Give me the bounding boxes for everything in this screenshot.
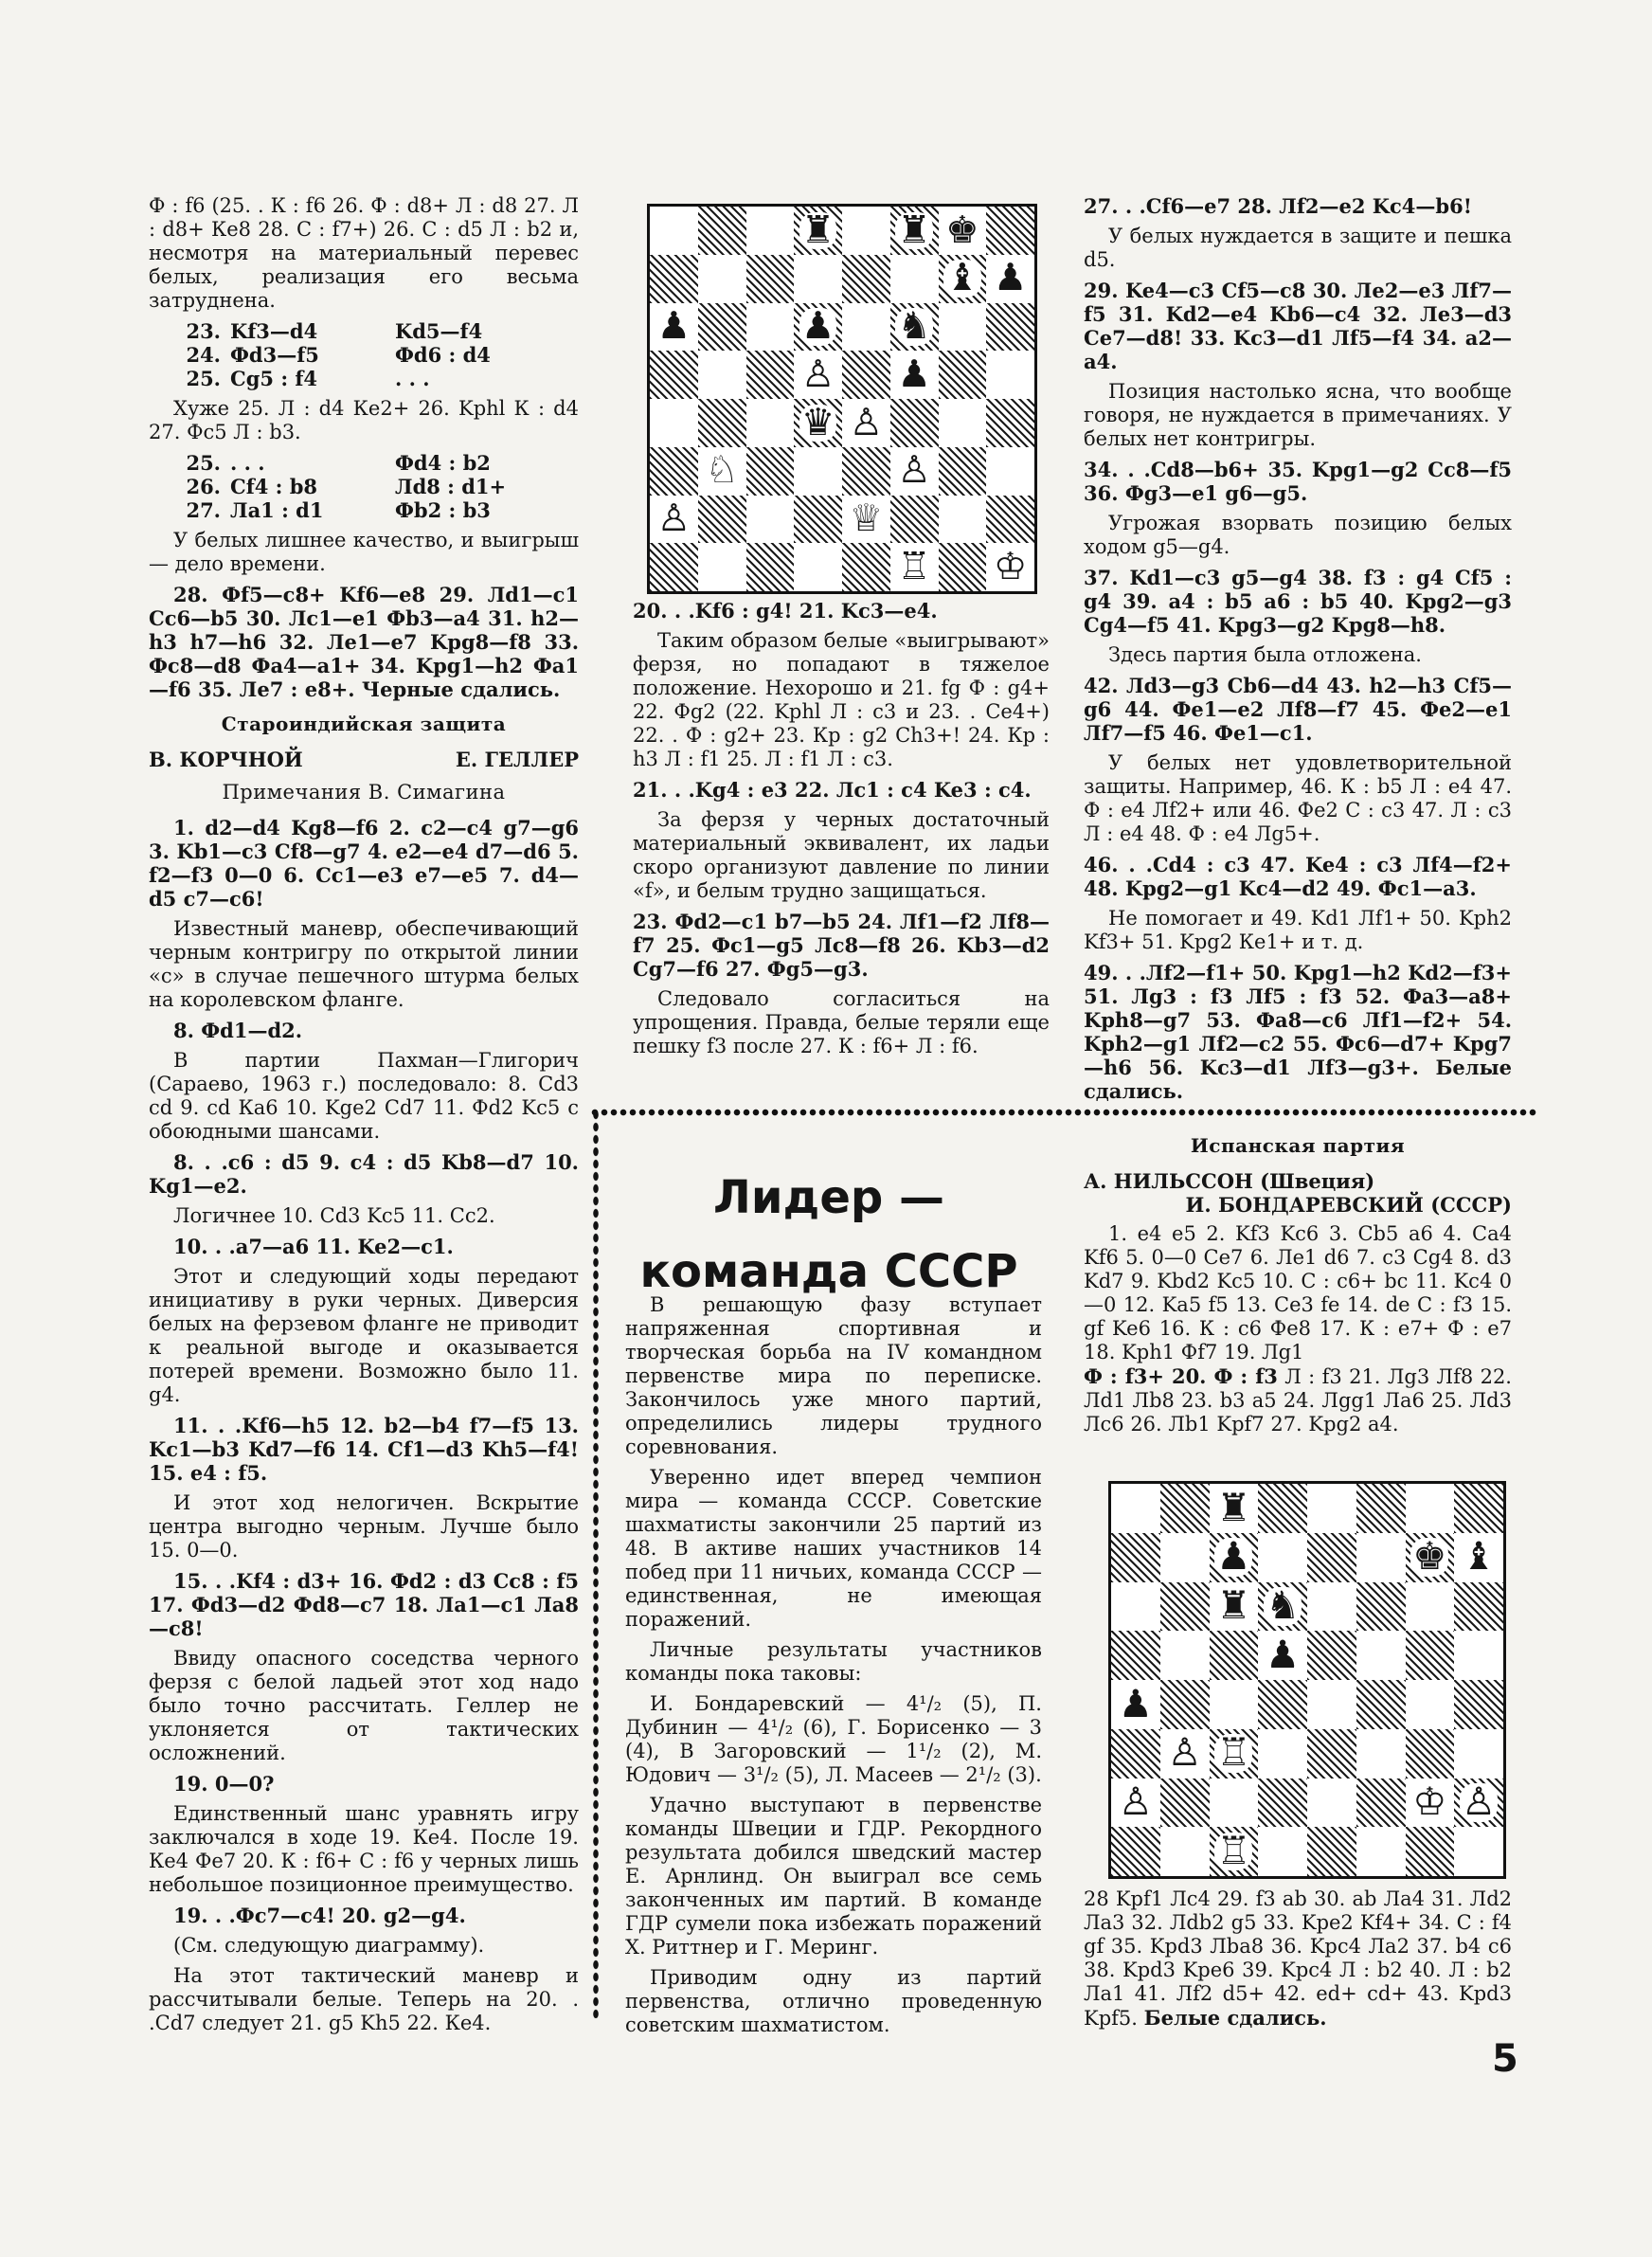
board-square — [794, 496, 842, 544]
moves-27: 27. . .Cf6—e7 28. Лf2—e2 Kc4—b6! — [1084, 194, 1472, 218]
move-row — [149, 498, 512, 522]
board-square — [1258, 1827, 1307, 1876]
chess-piece-icon: ♙ — [800, 352, 835, 396]
moves-1: 1. d2—d4 Kg8—f6 2. c2—c4 g7—g6 3. Kb1—c3 Cf8—g7 4. e2—e4 d7—d6 5. f2—f3 0—0 6. Cc1—e3 e7—e5 7. d4—d5 c7—c6! — [149, 816, 579, 911]
move-w: Фd3—f5 — [230, 343, 319, 367]
board-square — [1356, 1827, 1406, 1876]
board-square — [650, 207, 698, 255]
board-square — [1307, 1680, 1356, 1729]
game2-moves — [1084, 1222, 1512, 1436]
board-square — [1111, 1827, 1160, 1876]
board-square — [939, 399, 987, 447]
page-number: 5 — [1492, 2037, 1518, 2081]
chess-piece-icon: ♞ — [897, 304, 931, 349]
chess-piece-icon: ♙ — [897, 448, 931, 493]
board-square — [1258, 1484, 1307, 1533]
board-square — [1356, 1582, 1406, 1632]
board-square — [939, 207, 987, 255]
text-queen: За ферзя у черных достаточный материальный эквивалент, их ладьи скоро организуют давление по линии «f», и белым трудно защищаться. — [633, 808, 1050, 902]
headline-line2: команда СССР — [639, 1245, 1018, 1298]
article — [625, 1293, 1042, 2044]
board-square — [1356, 1484, 1406, 1533]
chess-piece-icon: ♕ — [849, 497, 884, 541]
board-square — [1406, 1582, 1455, 1632]
moves-37: 37. Kd1—c3 g5—g4 38. f3 : g4 Cf5 : g4 39. a4 : b5 a6 : b5 40. Kpg2—g3 Cg4—f5 41. Kpg3—g2 Kpg8—h8. — [1084, 566, 1512, 637]
moves-8: 8. Фd1—d2. — [173, 1019, 303, 1042]
chess-piece-icon: ♟ — [800, 304, 835, 349]
chess-piece-icon: ♟ — [1216, 1534, 1251, 1580]
moves-8b: 8. . .c6 : d5 9. c4 : d5 Kb8—d7 10. Kg1—e2. — [149, 1150, 579, 1198]
article-p6: Приводим одну из партий первенства, отлично проведенную советским шахматистом. — [625, 1966, 1042, 2036]
board-square — [1210, 1533, 1259, 1582]
board-square — [1454, 1729, 1503, 1779]
board-square — [939, 447, 987, 496]
moves-42: 42. Лd3—g3 Cb6—d4 43. h2—h3 Cf5—g6 44. Фe1—e2 Лf8—f7 45. Фe2—e1 Лf7—f5 46. Фe1—c1. — [1084, 674, 1512, 745]
board-square — [698, 207, 746, 255]
move-n: 26. — [186, 475, 221, 498]
text-illogical: И этот ход нелогичен. Вскрытие центра выгодно черным. Лучше было 15. 0—0. — [149, 1491, 579, 1562]
board-square — [650, 303, 698, 352]
moves-19b: 19. . .Фc7—c4! 20. g2—g4. — [173, 1904, 466, 1927]
board-square — [842, 351, 890, 399]
board-square — [1160, 1779, 1210, 1828]
text-intro: Ф : f6 (25. . К : f6 26. Ф : d8+ Л : d8 27. Л : d8+ Ке8 28. С : f7+) 26. С : d5 Л : b2 и, несмотря на материальный перевес белых, реализация его весьма затруднена. — [149, 194, 579, 312]
chess-piece-icon: ♖ — [1216, 1828, 1251, 1873]
chess-piece-icon: ♜ — [1216, 1583, 1251, 1629]
opening-title: Староиндийская защита — [221, 713, 507, 735]
move-w: Лa1 : d1 — [230, 498, 324, 522]
text-only: Единственный шанс уравнять игру заключался в ходе 19. Ке4. После 19. Ке4 Фе7 20. К : f6+ С : f6 у черных лишь небольшое позиционное преимущество. — [149, 1802, 579, 1896]
board-square — [1454, 1827, 1503, 1876]
board-square — [698, 399, 746, 447]
board-square — [746, 399, 795, 447]
board-square — [842, 207, 890, 255]
game2-after — [1084, 1887, 1512, 2037]
dotted-divider — [590, 1106, 1537, 1119]
board-square — [698, 303, 746, 352]
move-n: 25. — [186, 367, 221, 390]
vertical-divider — [589, 1109, 602, 2018]
chess-piece-icon: ♟ — [897, 352, 931, 396]
board-square — [1160, 1680, 1210, 1729]
board-square — [1454, 1779, 1503, 1828]
board-square — [1111, 1582, 1160, 1632]
moves-table-1 — [149, 319, 496, 390]
board-square — [794, 447, 842, 496]
board-square — [1307, 1582, 1356, 1632]
board-square — [842, 303, 890, 352]
board-square — [1356, 1680, 1406, 1729]
board-square — [1258, 1779, 1307, 1828]
move-row — [149, 451, 512, 475]
board-square — [794, 255, 842, 303]
board-square — [890, 447, 939, 496]
board-square — [1454, 1484, 1503, 1533]
game2-result: Белые сдались. — [1143, 2006, 1327, 2030]
chess-piece-icon: ♖ — [897, 544, 931, 588]
chess-piece-icon: ♚ — [1412, 1534, 1447, 1580]
board-square — [939, 255, 987, 303]
moves-11: 11. . .Kf6—h5 12. b2—b4 f7—f5 13. Kc1—b3 Kd7—f6 14. Cf1—d3 Kh5—f4! 15. e4 : f5. — [149, 1414, 579, 1485]
board-square — [1307, 1533, 1356, 1582]
game2-white: А. НИЛЬССОН (Швеция) — [1084, 1169, 1375, 1193]
board-square — [1210, 1729, 1259, 1779]
board-square — [1307, 1779, 1356, 1828]
chess-piece-icon: ♜ — [1216, 1485, 1251, 1530]
chess-piece-icon: ♘ — [705, 448, 739, 493]
article-p2: Уверенно идет вперед чемпион мира — команда СССР. Советские шахматисты закончили 25 партий из 48. В активе наших участников 14 побед при 11 ничьих, команда СССР — единственная, не имеющая поражений. — [625, 1466, 1042, 1631]
move-w: Kf3—d4 — [230, 319, 318, 343]
chess-piece-icon: ♙ — [849, 400, 884, 444]
moves-15: 15. . .Kf4 : d3+ 16. Фd2 : d3 Cc8 : f5 17. Фd3—d2 Фd8—c7 18. Лa1—c1 Лa8—c8! — [149, 1569, 579, 1640]
board-square — [746, 447, 795, 496]
board-square — [890, 207, 939, 255]
board-square — [1160, 1827, 1210, 1876]
board-square — [746, 543, 795, 591]
board-square — [1160, 1631, 1210, 1680]
game2 — [1084, 1134, 1512, 1436]
annotator: Примечания В. Симагина — [222, 781, 506, 803]
game2-after-moves: 28 Kpf1 Лc4 29. f3 ab 30. ab Лa4 31. Лd2 Лa3 32. Лdb2 g5 33. Kpe2 Kf4+ 34. С : f4 gf 35. Kpd3 Лba8 36. Kpc4 Лa2 37. b4 c6 38. Kpd3 Kpe6 39. Kpc4 Л : b2 40. Л : b2 Лa1 41. Лf2 d5+ 42. ed+ cd+ 43. Kpd3 Kpf5. — [1084, 1887, 1512, 2030]
board-square — [986, 351, 1034, 399]
moves-23: 23. Фd2—c1 b7—b5 24. Лf1—f2 Лf8—f7 25. Фc1—g5 Лc8—f8 26. Kb3—d2 Cg7—f6 27. Фg5—g3. — [633, 910, 1050, 981]
text-thus: Таким образом белые «выигрывают» ферзя, но попадают в тяжелое положение. Нехорошо и 21. fg Ф : g4+ 22. Фg2 (22. Kphl Л : c3 и 23. . Се4+) 22. . Ф : g2+ 23. Кр : g2 Ch3+! 24. Кр : h3 Л : f1 25. Л : f1 Л : c3. — [633, 629, 1050, 770]
board-square — [1258, 1729, 1307, 1779]
chess-piece-icon: ♟ — [993, 256, 1028, 300]
board-square — [1210, 1484, 1259, 1533]
board-square — [1406, 1484, 1455, 1533]
text-nohelp: Не помогает и 49. Kd1 Лf1+ 50. Kph2 Kf3+ 51. Kpg2 Ке1+ и т. д. — [1084, 907, 1512, 953]
column-right — [1084, 194, 1512, 1110]
chess-piece-icon: ♜ — [897, 208, 931, 252]
move-n: 23. — [186, 319, 221, 343]
text-given: Ввиду опасного соседства черного ферзя с белой ладьей этот ход надо было точно рассчитать. Геллер не уклоняется от тактических осложнений. — [149, 1647, 579, 1764]
chess-piece-icon: ♟ — [1118, 1681, 1153, 1726]
chess-piece-icon: ♞ — [1266, 1583, 1301, 1629]
board-square — [1111, 1631, 1160, 1680]
move-w: Cf4 : b8 — [230, 475, 318, 498]
chess-piece-icon: ♜ — [800, 208, 835, 252]
text-extra: У белых лишнее качество, и выигрыш — дело времени. — [149, 529, 579, 575]
board-square — [842, 255, 890, 303]
board-square — [1210, 1779, 1259, 1828]
article-p4: И. Бондаревский — 4¹/₂ (5), П. Дубинин — 4¹/₂ (6), Г. Борисенко — 3 (4), В Загоровский — 1¹/₂ (2), М. Юдович — 3¹/₂ (5), Л. Масеев — 2¹/₂ (3). — [625, 1692, 1042, 1786]
board-square — [698, 496, 746, 544]
board-square — [1258, 1631, 1307, 1680]
chess-piece-icon: ♟ — [1266, 1632, 1301, 1677]
moves-34: 34. . .Cd8—b6+ 35. Kpg1—g2 Cc8—f5 36. Фg3—e1 g6—g5. — [1084, 458, 1512, 505]
board-square — [698, 255, 746, 303]
chess-diagram-1 — [647, 204, 1037, 594]
text-need: У белых нуждается в защите и пешка d5. — [1084, 225, 1512, 271]
move-row — [149, 343, 496, 367]
chess-piece-icon: ♙ — [1118, 1779, 1153, 1825]
board-square — [794, 207, 842, 255]
board-square — [1210, 1827, 1259, 1876]
game2-moves-rest: Л : f3 21. Лg3 Лf8 22. Лd1 Лb8 23. b3 a5 24. Лgg1 Лa6 25. Лd3 Лc6 26. Лb1 Kpf7 27. Kpg2 a4. — [1084, 1365, 1512, 1435]
board-square — [650, 399, 698, 447]
chess-piece-icon: ♝ — [1462, 1534, 1497, 1580]
board-square — [1160, 1533, 1210, 1582]
board-square — [986, 303, 1034, 352]
board-square — [650, 496, 698, 544]
game2-black: И. БОНДАРЕВСКИЙ (СССР) — [1185, 1193, 1512, 1217]
board-square — [1160, 1729, 1210, 1779]
chess-piece-icon: ♔ — [993, 544, 1028, 588]
board-square — [698, 447, 746, 496]
board-square — [890, 303, 939, 352]
board-square — [986, 447, 1034, 496]
chess-piece-icon: ♙ — [656, 497, 691, 541]
board-square — [939, 351, 987, 399]
move-b: Фd4 : b2 — [395, 451, 491, 475]
board-square — [650, 255, 698, 303]
board-square — [746, 303, 795, 352]
moves-20: 20. . .Kf6 : g4! 21. Kc3—e4. — [633, 599, 938, 623]
moves-28: 28. Фf5—c8+ Kf6—e8 29. Лd1—c1 Cc6—b5 30. Лc1—e1 Фb3—a4 31. h2—h3 h7—h6 32. Лe1—e7 Kpg8—f8 33. Фc8—d8 Фa4—a1+ 34. Kpg1—h2 Фa1—f6 35. Лe7 : e8+. Черные сдались. — [149, 583, 579, 701]
board-square — [986, 399, 1034, 447]
board-square — [650, 447, 698, 496]
chess-piece-icon: ♙ — [1167, 1730, 1202, 1776]
article-p5: Удачно выступают в первенстве команды Швеции и ГДР. Рекордного результата добился шведский мастер Е. Арнлинд. Он выиграл все семь законченных им партий. В команде ГДР сумели пока избежать поражений X. Риттнер и Г. Меринг. — [625, 1794, 1042, 1959]
move-b: . . . — [395, 367, 430, 390]
players — [149, 748, 579, 771]
board-square — [1454, 1582, 1503, 1632]
board-square — [1356, 1729, 1406, 1779]
board-square — [1406, 1680, 1455, 1729]
moves-49: 49. . .Лf2—f1+ 50. Kpg1—h2 Kd2—f3+ 51. Лg3 : f3 Лf5 : f3 52. Фa3—a8+ Kph8—g7 53. Фa8—c6 Лf1—f2+ 54. Kph2—g1 Лf2—c2 55. Фc6—d7+ Kpg7—h6 56. Kc3—d1 Лf3—g3+. Белые сдались. — [1084, 961, 1512, 1103]
board-square — [842, 447, 890, 496]
move-b: Kd5—f4 — [395, 319, 483, 343]
board-square — [939, 303, 987, 352]
black-player: Е. ГЕЛЛЕР — [455, 748, 579, 771]
board-square — [842, 496, 890, 544]
board-square — [890, 255, 939, 303]
move-row — [149, 475, 512, 498]
board-square — [650, 351, 698, 399]
board-square — [1406, 1631, 1455, 1680]
board-square — [890, 496, 939, 544]
board-square — [1356, 1533, 1406, 1582]
text-clear: Позиция настолько ясна, что вообще говоря, не нуждается в примечаниях. У белых нет контригры. — [1084, 380, 1512, 450]
board-square — [1307, 1729, 1356, 1779]
text-threat: Угрожая взорвать позицию белых ходом g5—g4. — [1084, 512, 1512, 558]
board-square — [1160, 1484, 1210, 1533]
board-square — [746, 207, 795, 255]
board-square — [1258, 1533, 1307, 1582]
text-logical: Логичнее 10. Cd3 Kc5 11. Cc2. — [173, 1204, 495, 1227]
move-w: Cg5 : f4 — [230, 367, 318, 390]
board-square — [794, 303, 842, 352]
board-square — [842, 543, 890, 591]
move-row — [149, 367, 496, 390]
board-square — [1406, 1533, 1455, 1582]
game2-opening: Испанская партия — [1190, 1134, 1406, 1157]
article-p3: Личные результаты участников команды пока таковы: — [625, 1638, 1042, 1685]
moves-29: 29. Ke4—c3 Cf5—c8 30. Лe2—e3 Лf7—f5 31. Kd2—e4 Kb6—c4 32. Лe3—d3 Ce7—d8! 33. Kc3—d1 Лf5—f4 34. a2—a4. — [1084, 279, 1512, 373]
board-square — [1307, 1827, 1356, 1876]
text-pakhman: В партии Пахман—Глигорич (Сараево, 1963 г.) последовало: 8. Cd3 cd 9. cd Ка6 10. Kge2 Cd7 11. Фd2 Kc5 с обоюдными шансами. — [149, 1049, 579, 1143]
board-square — [1454, 1631, 1503, 1680]
text-worse: Хуже 25. Л : d4 Ке2+ 26. Kphl К : d4 27. Фс5 Л : b3. — [149, 397, 579, 443]
chess-piece-icon: ♖ — [1216, 1730, 1251, 1776]
board-square — [890, 399, 939, 447]
board-square — [1258, 1680, 1307, 1729]
board-square — [842, 399, 890, 447]
board-square — [939, 543, 987, 591]
board-square — [1111, 1729, 1160, 1779]
board-square — [890, 351, 939, 399]
board-square — [1454, 1680, 1503, 1729]
move-n: 27. — [186, 498, 221, 522]
board-square — [986, 207, 1034, 255]
board-square — [890, 543, 939, 591]
board-square — [1356, 1631, 1406, 1680]
move-row — [149, 319, 496, 343]
board-square — [986, 543, 1034, 591]
board-square — [746, 351, 795, 399]
board-square — [1111, 1533, 1160, 1582]
column-middle — [633, 599, 1050, 1065]
game2-moves-text: 1. e4 e5 2. Kf3 Kc6 3. Cb5 a6 4. Ca4 Kf6 5. 0—0 Ce7 6. Лe1 d6 7. c3 Cg4 8. d3 Kd7 9. Kbd2 Kc5 10. C : c6+ bc 11. Kc4 0—0 12. Ka5 f5 13. Ce3 fe 14. de C : f3 15. gf Ke6 16. К : c6 Фe8 17. К : e7+ Ф : e7 18. Kph1 Фf7 19. Лg1 — [1084, 1222, 1512, 1363]
board-square — [794, 543, 842, 591]
board-square — [650, 543, 698, 591]
move-w: . . . — [230, 451, 265, 475]
text-tactic: На этот тактический маневр и рассчитывали белые. Теперь на 20. . .Cd7 следует 21. g5 Kh5 22. Ке4. — [149, 1964, 579, 2034]
move-n: 24. — [186, 343, 221, 367]
column-left — [149, 194, 579, 2042]
board-square — [1356, 1779, 1406, 1828]
board-square — [1406, 1779, 1455, 1828]
board-square — [1406, 1827, 1455, 1876]
text-adjourn: Здесь партия была отложена. — [1108, 643, 1422, 666]
board-square — [939, 496, 987, 544]
board-square — [986, 496, 1034, 544]
move-b: Фd6 : d4 — [395, 343, 491, 367]
board-square — [1406, 1729, 1455, 1779]
board-square — [1307, 1484, 1356, 1533]
board-square — [794, 399, 842, 447]
article-p1: В решающую фазу вступает напряженная спортивная и творческая борьба на IV командном первенстве мира по переписке. Закончилось уже много партий, определились лидеры трудного соревнования. — [625, 1293, 1042, 1458]
chess-piece-icon: ♚ — [945, 208, 979, 252]
move-b: Фb2 : b3 — [395, 498, 491, 522]
text-see: (См. следующую диаграмму). — [173, 1934, 485, 1957]
board-square — [698, 351, 746, 399]
board-square — [746, 496, 795, 544]
board-square — [1111, 1680, 1160, 1729]
chess-piece-icon: ♛ — [800, 400, 835, 444]
moves-table-2 — [149, 451, 512, 522]
board-square — [1210, 1680, 1259, 1729]
board-square — [1454, 1533, 1503, 1582]
board-square — [698, 543, 746, 591]
board-square — [1210, 1631, 1259, 1680]
moves-10: 10. . .a7—a6 11. Ke2—c1. — [173, 1235, 454, 1258]
chess-piece-icon: ♝ — [945, 256, 979, 300]
moves-21: 21. . .Kg4 : e3 22. Лc1 : c4 Ke3 : c4. — [633, 778, 1032, 802]
white-player: В. КОРЧНОЙ — [149, 748, 303, 771]
board-square — [986, 255, 1034, 303]
move-b: Лd8 : d1+ — [395, 475, 507, 498]
chess-piece-icon: ♔ — [1412, 1779, 1447, 1825]
text-known: Известный маневр, обеспечивающий черным контригру по открытой линии «с» в случае пешечного штурма белых на королевском фланге. — [149, 917, 579, 1011]
headline-line1: Лидер — — [713, 1171, 944, 1224]
board-square — [1307, 1631, 1356, 1680]
board-square — [1160, 1582, 1210, 1632]
game2-after-text — [1084, 1887, 1512, 2031]
board-square — [746, 255, 795, 303]
moves-46: 46. . .Cd4 : c3 47. Ke4 : c3 Лf4—f2+ 48. Kpg2—g1 Kc4—d2 49. Фc1—a3. — [1084, 853, 1512, 900]
headline — [625, 1161, 1032, 1309]
text-nodef: У белых нет удовлетворительной защиты. Например, 46. К : b5 Л : е4 47. Ф : е4 Лf2+ или 46. Фе2 С : с3 47. Л : с3 Л : е4 48. Ф : е4 Лg5+. — [1084, 751, 1512, 845]
board-square — [1111, 1484, 1160, 1533]
game2-moves-bold: Ф : f3+ 20. Ф : f3 — [1084, 1364, 1278, 1388]
board-square — [1210, 1582, 1259, 1632]
board-square — [794, 351, 842, 399]
chess-diagram-2 — [1108, 1481, 1506, 1879]
moves-19: 19. 0—0? — [173, 1772, 275, 1796]
board-square — [1258, 1582, 1307, 1632]
move-n: 25. — [186, 451, 221, 475]
board-square — [1111, 1779, 1160, 1828]
text-agree: Следовало согласиться на упрощения. Правда, белые теряли еще пешку f3 после 27. К : f6+ Л : f6. — [633, 987, 1050, 1057]
chess-piece-icon: ♙ — [1462, 1779, 1497, 1825]
chess-piece-icon: ♟ — [656, 304, 691, 349]
text-this: Этот и следующий ходы передают инициативу в руки черных. Диверсия белых на ферзевом фланге не приводит к реальной выгоде и оказывается потерей времени. Возможно было 11. g4. — [149, 1265, 579, 1406]
